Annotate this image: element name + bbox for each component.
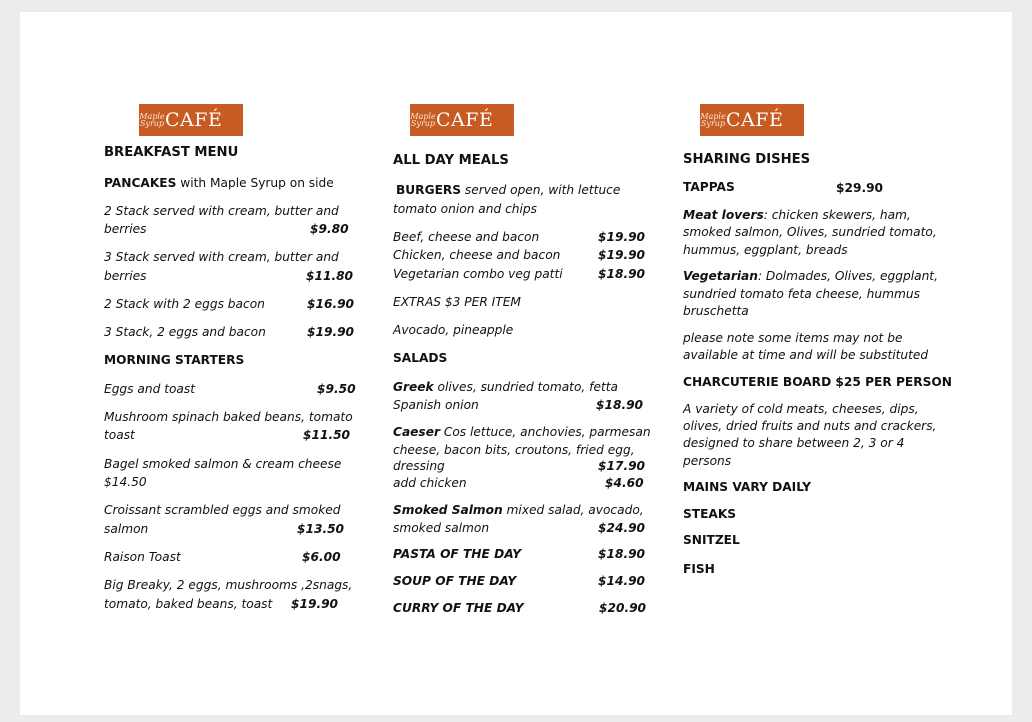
menu-item-desc: tomato, baked beans, toast xyxy=(104,597,273,611)
menu-item: Avocado, pineapple xyxy=(393,323,514,337)
section-heading: STEAKS xyxy=(683,507,737,521)
price: $11.50 xyxy=(303,428,351,442)
menu-item: Vegetarian: Dolmades, Olives, eggplant, xyxy=(683,269,938,283)
menu-item: BURGERS served open, with lettuce xyxy=(396,183,621,197)
section-heading: TAPPAS xyxy=(683,180,735,194)
menu-item-desc: dressing xyxy=(393,459,445,473)
price: $18.90 xyxy=(596,398,644,412)
menu-item: Beef, cheese and bacon xyxy=(393,230,540,244)
menu-item: Chicken, cheese and bacon xyxy=(393,248,561,262)
menu-item: Bagel smoked salmon & cream cheese xyxy=(104,457,342,471)
section-heading: CHARCUTERIE BOARD $25 PER PERSON xyxy=(683,375,952,389)
all-day-heading: ALL DAY MEALS xyxy=(393,153,509,168)
menu-item-desc: tomato onion and chips xyxy=(393,202,538,216)
logo-word: CAFÉ xyxy=(165,109,223,131)
menu-item: Caeser Cos lettuce, anchovies, parmesan xyxy=(393,425,651,439)
price: $6.00 xyxy=(302,550,341,564)
menu-item-desc: olives, dried fruits and nuts and crackers, xyxy=(683,419,937,433)
menu-page xyxy=(20,12,1012,715)
menu-item-desc: berries xyxy=(104,222,147,236)
menu-item: Big Breaky, 2 eggs, mushrooms ,2snags, xyxy=(104,578,353,592)
price: $17.90 xyxy=(598,459,646,473)
section-heading: SOUP OF THE DAY xyxy=(393,574,517,588)
menu-item-desc: cheese, bacon bits, croutons, fried egg, xyxy=(393,443,635,457)
menu-item-desc: 3 Stack served with cream, butter and xyxy=(104,250,339,264)
menu-item: Greek olives, sundried tomato, fetta xyxy=(393,380,618,394)
menu-item: add chicken xyxy=(393,476,467,490)
section-heading: FISH xyxy=(683,562,715,576)
price: $4.60 xyxy=(605,476,644,490)
note: please note some items may not be xyxy=(683,331,903,345)
sharing-heading: SHARING DISHES xyxy=(683,152,811,167)
menu-item: Vegetarian combo veg patti xyxy=(393,267,563,281)
menu-item-desc: toast xyxy=(104,428,135,442)
menu-item: Raison Toast xyxy=(104,550,181,564)
logo-word: CAFÉ xyxy=(436,109,494,131)
price: $19.90 xyxy=(291,597,339,611)
menu-item-desc: bruschetta xyxy=(683,304,749,318)
menu-item-desc: smoked salmon xyxy=(393,521,490,535)
menu-item: Mushroom spinach baked beans, tomato xyxy=(104,410,353,424)
price: $24.90 xyxy=(598,521,646,535)
price: $19.90 xyxy=(598,248,646,262)
section-heading: SALADS xyxy=(393,351,448,365)
menu-item: Meat lovers: chicken skewers, ham, xyxy=(683,208,911,222)
menu-item-desc: 2 Stack served with cream, butter and xyxy=(104,204,339,218)
logo-word: CAFÉ xyxy=(726,109,784,131)
menu-item-desc: Spanish onion xyxy=(393,398,479,412)
section-heading: CURRY OF THE DAY xyxy=(393,601,524,615)
menu-item: Croissant scrambled eggs and smoked xyxy=(104,503,341,517)
price: $20.90 xyxy=(599,601,647,615)
breakfast-heading: BREAKFAST MENU xyxy=(104,145,239,160)
price: $9.50 xyxy=(317,382,356,396)
cafe-logo xyxy=(410,104,514,136)
cafe-logo xyxy=(700,104,804,136)
logo-script: Maple Syrup xyxy=(700,112,726,128)
menu-item: 3 Stack, 2 eggs and bacon xyxy=(104,325,266,339)
menu-item-desc: A variety of cold meats, cheeses, dips, xyxy=(683,402,919,416)
section-heading: PASTA OF THE DAY xyxy=(393,547,522,561)
note: available at time and will be substituted xyxy=(683,348,929,362)
logo-script: Maple Syrup xyxy=(139,112,165,128)
price: $18.90 xyxy=(598,267,646,281)
menu-item-desc: $14.50 xyxy=(104,475,147,489)
price: $14.90 xyxy=(598,574,646,588)
menu-item-desc: designed to share between 2, 3 or 4 xyxy=(683,436,905,450)
extras-label: EXTRAS $3 PER ITEM xyxy=(393,295,521,309)
menu-item: PANCAKES with Maple Syrup on side xyxy=(104,176,334,190)
price: $11.80 xyxy=(306,269,354,283)
section-heading: MORNING STARTERS xyxy=(104,353,245,367)
section-heading: MAINS VARY DAILY xyxy=(683,480,811,494)
price: $19.90 xyxy=(598,230,646,244)
menu-item: Smoked Salmon mixed salad, avocado, xyxy=(393,503,644,517)
price: $19.90 xyxy=(307,325,355,339)
menu-item-desc: hummus, eggplant, breads xyxy=(683,243,848,257)
price: $18.90 xyxy=(598,547,646,561)
cafe-logo xyxy=(139,104,243,136)
menu-item: 2 Stack with 2 eggs bacon xyxy=(104,297,265,311)
price: $9.80 xyxy=(310,222,349,236)
menu-item-desc: persons xyxy=(683,454,732,468)
menu-item: Eggs and toast xyxy=(104,382,196,396)
menu-item-desc: berries xyxy=(104,269,147,283)
logo-script: Maple Syrup xyxy=(410,112,436,128)
menu-item-desc: smoked salmon, Olives, sundried tomato, xyxy=(683,225,937,239)
menu-item-desc: salmon xyxy=(104,522,149,536)
menu-item-desc: sundried tomato feta cheese, hummus xyxy=(683,287,920,301)
price: $13.50 xyxy=(297,522,345,536)
section-heading: SNITZEL xyxy=(683,533,740,547)
price: $16.90 xyxy=(307,297,355,311)
price: $29.90 xyxy=(836,181,884,195)
